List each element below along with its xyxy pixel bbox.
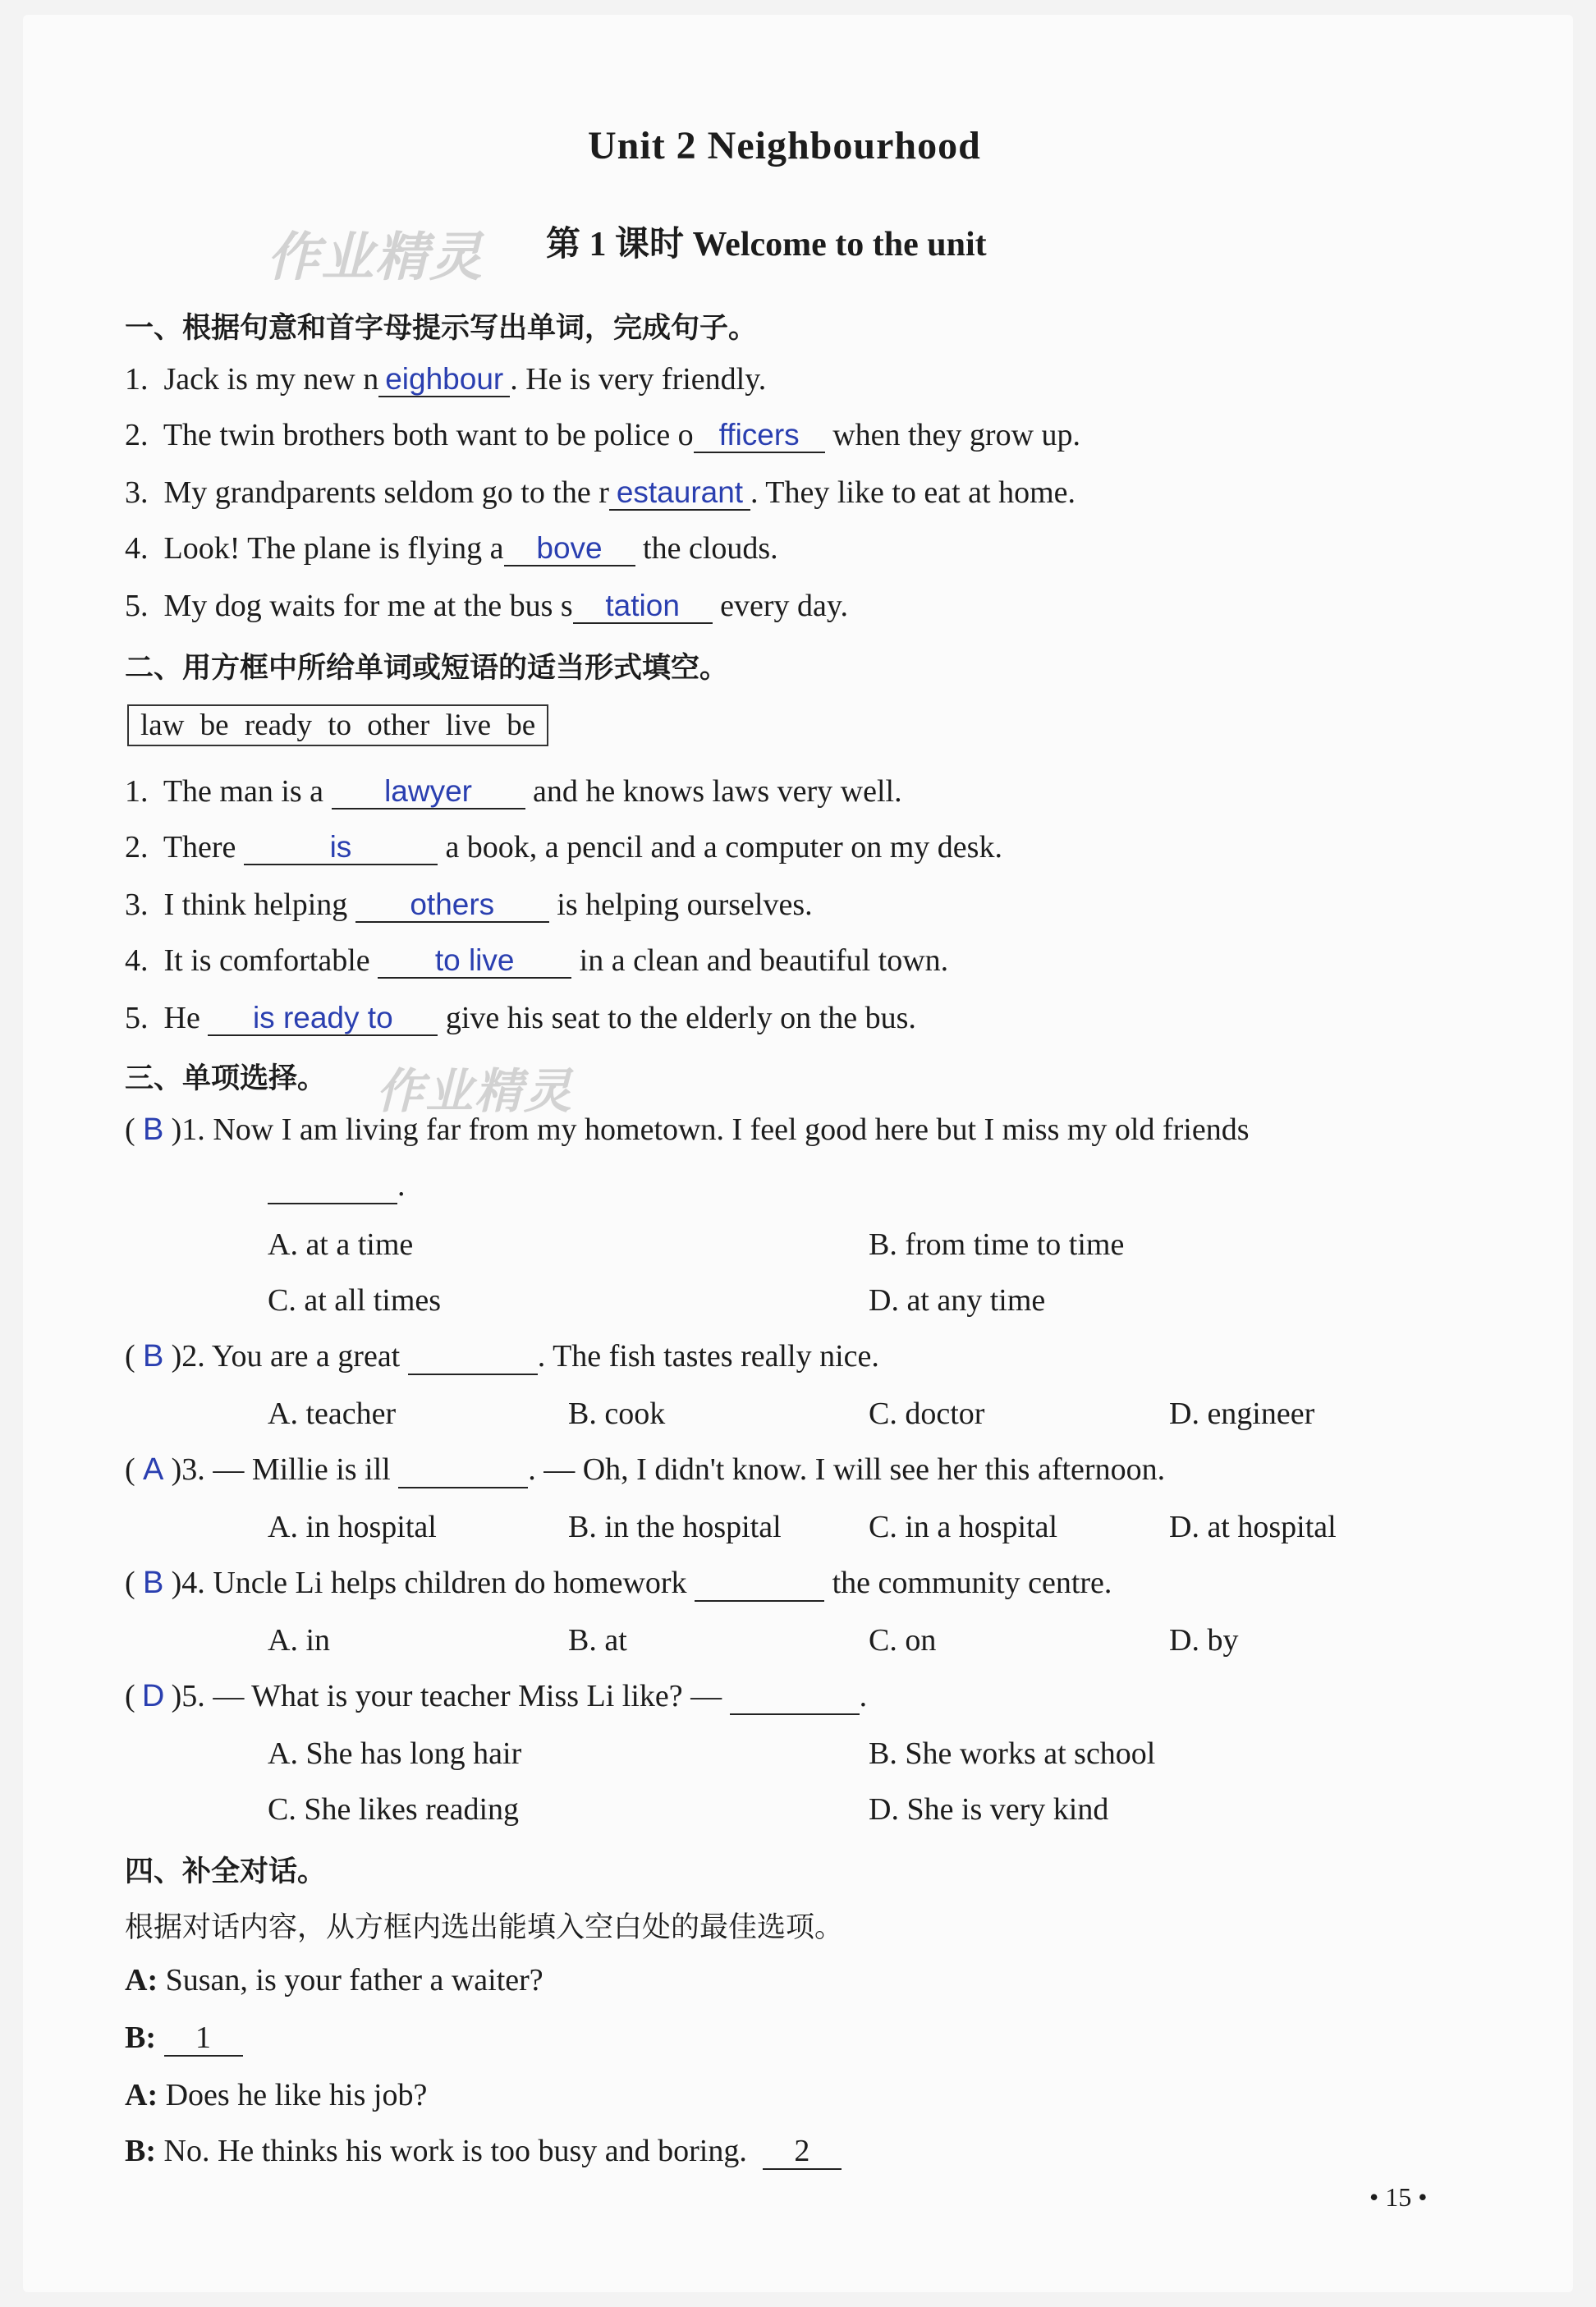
s1-answer-1[interactable]: eighbour <box>378 364 510 397</box>
q2-option-d[interactable]: D. engineer <box>1169 1397 1315 1431</box>
q2-option-c[interactable]: C. doctor <box>869 1397 985 1431</box>
q3-option-b[interactable]: B. in the hospital <box>568 1510 782 1544</box>
workbook-page <box>23 15 1573 2292</box>
s1-item-5: 5. My dog waits for me at the bus s tation every day. <box>125 589 848 623</box>
q1-option-c[interactable]: C. at all times <box>268 1283 442 1318</box>
lesson-title: 第 1 课时 Welcome to the unit <box>546 226 987 264</box>
mc-question-3: ( A )3. — Millie is ill . — Oh, I didn't know. I will see her this afternoon. <box>125 1452 1166 1487</box>
dialogue-line-4: B: No. He thinks his work is too busy and boring. 2 <box>125 2133 842 2170</box>
s1-item-4: 4. Look! The plane is flying a bove the clouds. <box>125 531 778 566</box>
s1-answer-2[interactable]: fficers <box>694 420 825 453</box>
q1-option-a[interactable]: A. at a time <box>268 1227 414 1262</box>
q3-option-a[interactable]: A. in hospital <box>268 1510 437 1544</box>
section1-heading: 一、根据句意和首字母提示写出单词，完成句子。 <box>125 312 758 345</box>
q1-option-d[interactable]: D. at any time <box>869 1283 1046 1318</box>
q5-option-c[interactable]: C. She likes reading <box>268 1792 520 1827</box>
s2-item-1: 1. The man is a lawyer and he knows laws very well. <box>125 774 902 809</box>
s2-item-3: 3. I think helping others is helping ourselves. <box>125 887 813 922</box>
mc-question-5: ( D )5. — What is your teacher Miss Li like? — . <box>125 1679 868 1713</box>
q5-option-b[interactable]: B. She works at school <box>869 1736 1156 1771</box>
dialogue-blank-1[interactable]: 1 <box>164 2022 243 2057</box>
mc-question-2: ( B )2. You are a great . The fish tastes really nice. <box>125 1339 879 1374</box>
s1-item-2: 2. The twin brothers both want to be police o fficers when they grow up. <box>125 418 1081 452</box>
q3-option-c[interactable]: C. in a hospital <box>869 1510 1058 1544</box>
q3-option-d[interactable]: D. at hospital <box>1169 1510 1337 1544</box>
s2-answer-1[interactable]: lawyer <box>332 776 525 810</box>
q4-option-d[interactable]: D. by <box>1169 1623 1239 1658</box>
section4-instruction: 根据对话内容，从方框内选出能填入空白处的最佳选项。 <box>125 1911 844 1944</box>
page-number: • 15 • <box>1369 2182 1428 2212</box>
s2-answer-5[interactable]: is ready to <box>208 1002 438 1036</box>
s2-answer-4[interactable]: to live <box>378 945 571 979</box>
s1-answer-4[interactable]: bove <box>504 533 635 566</box>
s2-answer-2[interactable]: is <box>244 832 438 865</box>
mc-question-1-blank: . <box>268 1167 406 1204</box>
q2-option-a[interactable]: A. teacher <box>268 1397 397 1431</box>
section4-heading: 四、补全对话。 <box>125 1855 327 1888</box>
s1-answer-5[interactable]: tation <box>573 590 713 624</box>
mc-answer-4[interactable]: B <box>142 1566 164 1600</box>
dialogue-blank-2[interactable]: 2 <box>763 2135 842 2170</box>
mc-answer-5[interactable]: D <box>141 1679 165 1713</box>
q5-option-d[interactable]: D. She is very kind <box>869 1792 1109 1827</box>
dialogue-line-1: A: Susan, is your father a waiter? <box>125 1963 543 1997</box>
dialogue-line-2: B: 1 <box>125 2020 243 2057</box>
watermark-logo-2: 作业精灵 <box>376 1063 574 1119</box>
q4-option-a[interactable]: A. in <box>268 1623 330 1658</box>
q4-option-b[interactable]: B. at <box>568 1623 627 1658</box>
q4-option-c[interactable]: C. on <box>869 1623 937 1658</box>
s1-item-1: 1. Jack is my new n eighbour . He is very friendly. <box>125 362 767 397</box>
q1-option-b[interactable]: B. from time to time <box>869 1227 1125 1262</box>
s2-item-4: 4. It is comfortable to live in a clean and beautiful town. <box>125 943 949 978</box>
mc-question-4: ( B )4. Uncle Li helps children do homework the community centre. <box>125 1566 1112 1600</box>
mc-question-1: ( B )1. Now I am living far from my hometown. I feel good here but I miss my old friends <box>125 1112 1250 1147</box>
s2-item-2: 2. There is a book, a pencil and a computer on my desk. <box>125 830 1002 865</box>
s1-answer-3[interactable]: estaurant <box>609 477 750 511</box>
s1-item-3: 3. My grandparents seldom go to the r estaurant . They like to eat at home. <box>125 475 1076 510</box>
mc-answer-1[interactable]: B <box>142 1112 164 1147</box>
unit-title: Unit 2 Neighbourhood <box>588 124 981 167</box>
q5-option-a[interactable]: A. She has long hair <box>268 1736 522 1771</box>
dialogue-line-3: A: Does he like his job? <box>125 2078 428 2112</box>
s2-answer-3[interactable]: others <box>355 889 549 923</box>
section2-heading: 二、用方框中所给单词或短语的适当形式填空。 <box>125 652 729 685</box>
s2-item-5: 5. He is ready to give his seat to the elderly on the bus. <box>125 1001 916 1035</box>
mc-answer-2[interactable]: B <box>142 1339 164 1374</box>
section3-heading: 三、单项选择。 <box>125 1062 327 1095</box>
q2-option-b[interactable]: B. cook <box>568 1397 666 1431</box>
watermark-logo: 作业精灵 <box>267 227 484 288</box>
word-box: law be ready to other live be <box>127 704 548 746</box>
mc-answer-3[interactable]: A <box>142 1452 164 1487</box>
